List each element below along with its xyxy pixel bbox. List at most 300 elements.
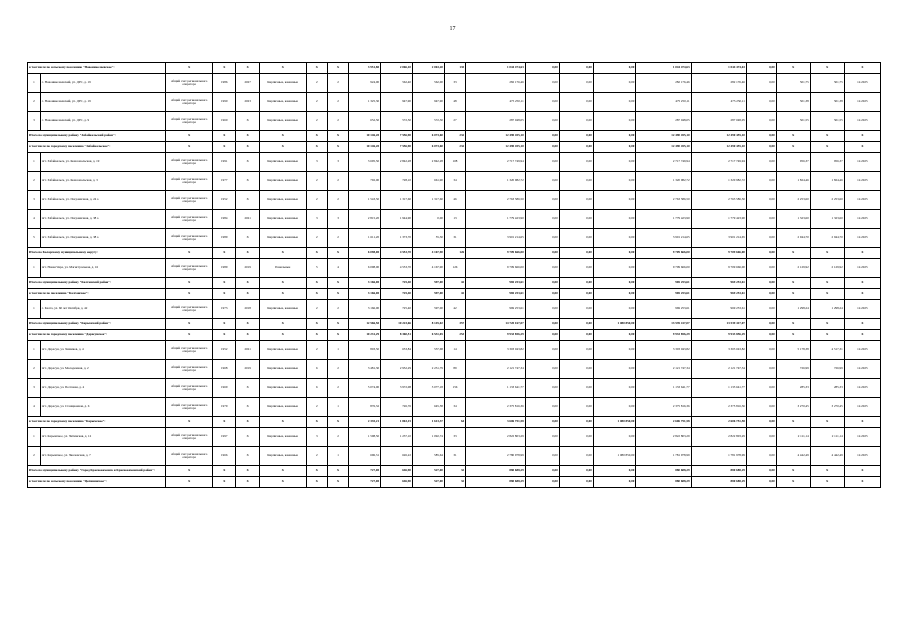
table-cell: X	[776, 289, 810, 300]
table-cell: 12.2025	[844, 112, 880, 131]
table-cell: Кирпичные, каменные	[259, 300, 306, 319]
table-cell: 0,00	[525, 319, 559, 330]
table-cell: 969 253,61	[636, 278, 691, 289]
table-cell: 0,00	[559, 74, 593, 93]
table-cell: X	[327, 466, 348, 477]
table-cell: X	[844, 142, 880, 153]
table-cell: 1 320 982,72	[636, 172, 691, 191]
address-cell: пгт. Дарасун, ул. Станционная, д. 6	[40, 398, 166, 417]
table-cell: общий счет регионального оператора	[166, 300, 213, 319]
table-cell: 0,00	[593, 341, 636, 360]
table-cell: 4 517,31	[810, 341, 844, 360]
table-cell: 9 933 856,29	[466, 330, 526, 341]
table-cell: 1 080 850,00	[593, 417, 636, 428]
table-cell: Кирпичные, каменные	[259, 229, 306, 248]
table-cell: 725,40	[381, 289, 413, 300]
table-cell: 2 763 586,50	[636, 191, 691, 210]
table-cell: 6 098,00	[349, 259, 381, 278]
table-cell: X	[236, 289, 259, 300]
table-cell: 13 539 417,07	[691, 319, 746, 330]
address-cell: пгт. Забайкальск, ул. Пограничная, д. 24 а	[40, 191, 166, 210]
table-cell: 626,22	[381, 447, 413, 466]
table-cell: 6 073,60	[412, 142, 444, 153]
summary-row	[28, 142, 881, 153]
table-cell: 3 695,50	[349, 153, 381, 172]
table-cell: 0,00	[525, 74, 559, 93]
table-cell: X	[259, 142, 306, 153]
table-cell: 0,00	[525, 191, 559, 210]
table-cell: X	[810, 142, 844, 153]
table-cell: 3 972,08	[381, 379, 413, 398]
table-cell: X	[213, 289, 236, 300]
table-cell: 0,00	[593, 112, 636, 131]
table-cell: X	[306, 248, 327, 259]
table-cell: 6 098,00	[349, 248, 381, 259]
table-cell: X	[166, 466, 213, 477]
table-cell: 924,00	[349, 74, 381, 93]
table-cell: X	[776, 131, 810, 142]
table-cell: 12 490 455,10	[466, 142, 526, 153]
table-cell: 2	[327, 428, 348, 447]
table-cell: 0,00	[593, 278, 636, 289]
table-cell: 1 320 982,72	[466, 172, 526, 191]
table-cell: 282 176,46	[466, 74, 526, 93]
table-cell: 12.2025	[844, 210, 880, 229]
table-cell: 0,00	[559, 248, 593, 259]
address-cell: с. Калга, ул. 60 лет Октября, д. 42	[40, 300, 166, 319]
table-cell: 0,00	[593, 210, 636, 229]
table-cell: 1990	[213, 93, 236, 112]
summary-label: в том числе по городскому поселению "Забайкальское":	[28, 142, 166, 153]
table-row	[28, 191, 881, 210]
table-cell: 9 709 666,00	[466, 259, 526, 278]
table-cell: 4 553,70	[381, 248, 413, 259]
table-cell: 0,00	[525, 477, 559, 488]
summary-label: Итого по муниципальному району "Забайкальский район":	[28, 131, 166, 142]
table-cell: 0,00	[593, 398, 636, 417]
table-cell: 14	[444, 341, 465, 360]
table-cell: 501,55	[810, 112, 844, 131]
table-cell: 126	[444, 248, 465, 259]
summary-row	[28, 319, 881, 330]
table-cell: 1991	[213, 153, 236, 172]
table-cell: 2023	[236, 93, 259, 112]
table-cell: 12 566,50	[349, 319, 381, 330]
table-cell: 287 048,05	[691, 112, 746, 131]
table-cell: X	[236, 398, 259, 417]
table-cell: 0,00	[559, 466, 593, 477]
table-cell: 12.2025	[844, 93, 880, 112]
table-cell: 0,00	[559, 112, 593, 131]
table-row	[28, 112, 881, 131]
table-cell: X	[166, 477, 213, 488]
table-cell: 2 111,14	[810, 428, 844, 447]
table-row	[28, 229, 881, 248]
table-cell: 1 133 641,77	[691, 379, 746, 398]
table-cell: 0,00	[746, 93, 776, 112]
table-cell: 12.2025	[844, 172, 880, 191]
table-cell: 1	[28, 300, 41, 319]
table-cell: 34	[444, 172, 465, 191]
table-cell: X	[259, 289, 306, 300]
table-cell: 5 074,00	[349, 379, 381, 398]
table-cell: 0,00	[559, 447, 593, 466]
table-cell: 0,00	[746, 379, 776, 398]
table-cell: 1 323,60	[810, 210, 844, 229]
summary-label: в том числе по сельскому поселению "Целининское":	[28, 477, 166, 488]
table-cell: X	[810, 319, 844, 330]
table-cell: X	[213, 466, 236, 477]
table-cell: X	[213, 330, 236, 341]
table-cell: 0,00	[525, 93, 559, 112]
address-cell: пгт. Забайкальск, ул. Комсомольская, д. 3	[40, 172, 166, 191]
table-cell: 0,00	[559, 341, 593, 360]
table-cell: 0,00	[746, 210, 776, 229]
table-cell: 2 606 751,58	[691, 417, 746, 428]
table-cell: X	[236, 319, 259, 330]
table-cell: 9 709 666,00	[691, 259, 746, 278]
table-cell: 0,00	[593, 428, 636, 447]
table-cell: 7 556,90	[381, 142, 413, 153]
table-cell: X	[810, 466, 844, 477]
table-cell: Кирпичные, каменные	[259, 398, 306, 417]
table-cell: 1 779 423,90	[691, 210, 746, 229]
table-cell: 0,00	[559, 417, 593, 428]
table-cell: 1969	[213, 379, 236, 398]
table-cell: X	[213, 131, 236, 142]
table-row	[28, 341, 881, 360]
address-cell: пгт. Забайкальск, ул. Пограничная, д. 38 а	[40, 229, 166, 248]
table-cell: X	[259, 477, 306, 488]
table-cell: общий счет регионального оператора	[166, 360, 213, 379]
table-cell: 12.2025	[844, 379, 880, 398]
table-cell: 2	[327, 191, 348, 210]
table-cell: 1	[327, 398, 348, 417]
table-cell: X	[236, 417, 259, 428]
table-cell: 1960	[213, 112, 236, 131]
table-row	[28, 379, 881, 398]
table-cell: 728,10	[381, 172, 413, 191]
table-cell: X	[327, 319, 348, 330]
table-cell: 0,00	[525, 172, 559, 191]
table-cell: 597,00	[412, 278, 444, 289]
table-cell: 0,00	[593, 289, 636, 300]
table-cell: 2	[306, 172, 327, 191]
table-cell: 0,00	[559, 142, 593, 153]
table-cell: 947,90	[412, 93, 444, 112]
address-cell: с. Новониколаевский, ул. ДРС, д. 9	[40, 112, 166, 131]
table-row	[28, 172, 881, 191]
table-cell: 1989	[213, 229, 236, 248]
table-cell: общий счет регионального оператора	[166, 74, 213, 93]
table-row	[28, 259, 881, 278]
table-cell: X	[236, 477, 259, 488]
table-cell: 1	[327, 341, 348, 360]
table-cell: 0,00	[525, 330, 559, 341]
table-cell: 475 250,11	[636, 93, 691, 112]
table-cell: 2	[327, 74, 348, 93]
table-cell: 3 303 043,82	[691, 341, 746, 360]
table-cell: 0,00	[593, 360, 636, 379]
table-cell: 1 779 423,90	[466, 210, 526, 229]
table-cell: X	[213, 477, 236, 488]
table-cell: 969 253,61	[466, 289, 526, 300]
table-cell: 285,33	[810, 379, 844, 398]
summary-row	[28, 131, 881, 142]
table-cell: 2 822 803,29	[636, 428, 691, 447]
table-cell: 3	[28, 191, 41, 210]
table-cell: 1989	[213, 259, 236, 278]
table-cell: 2	[306, 229, 327, 248]
table-cell: 1966	[213, 447, 236, 466]
table-cell: X	[166, 278, 213, 289]
table-cell: 7 556,90	[381, 131, 413, 142]
table-cell: 2027	[236, 74, 259, 93]
table-cell: 1973	[213, 300, 236, 319]
table-cell: 4	[28, 398, 41, 417]
table-cell: 2 335,21	[349, 417, 381, 428]
table-cell: общий счет регионального оператора	[166, 112, 213, 131]
table-cell: 646,90	[381, 477, 413, 488]
table-cell: 0,00	[746, 417, 776, 428]
table-cell: 726,76	[381, 398, 413, 417]
table-cell: 9 709 666,00	[691, 248, 746, 259]
table-cell: X	[213, 319, 236, 330]
register-table	[27, 62, 881, 488]
table-cell: 0,00	[525, 153, 559, 172]
table-cell: 1 133 641,77	[636, 379, 691, 398]
table-cell: 1 824,46	[810, 172, 844, 191]
table-cell: 2 944,70	[810, 229, 844, 248]
table-cell: 2	[327, 229, 348, 248]
table-cell: 562,40	[381, 74, 413, 93]
table-cell: общий счет регионального оператора	[166, 172, 213, 191]
table-cell: 2 231,79	[412, 360, 444, 379]
table-cell: 1	[28, 74, 41, 93]
table-cell: 1	[327, 447, 348, 466]
table-cell: 0,00	[525, 142, 559, 153]
table-cell: 3	[327, 210, 348, 229]
table-cell: X	[810, 477, 844, 488]
table-cell: 969 253,61	[636, 289, 691, 300]
table-cell: 1	[28, 153, 41, 172]
table-cell: 0,00	[525, 341, 559, 360]
table-cell: 3 901 214,65	[466, 229, 526, 248]
table-cell: X	[776, 278, 810, 289]
table-cell: Кирпичные, каменные	[259, 172, 306, 191]
address-cell: пгт. Новая Чара, ул. Магистральная, д. 16	[40, 259, 166, 278]
table-cell: X	[810, 330, 844, 341]
table-cell: 537,68	[412, 341, 444, 360]
table-cell: 0,00	[593, 74, 636, 93]
table-cell: 0,00	[746, 259, 776, 278]
table-cell: 287 048,05	[636, 112, 691, 131]
table-cell: 3	[306, 428, 327, 447]
table-cell: 4 167,90	[412, 259, 444, 278]
table-cell: X	[236, 142, 259, 153]
table-cell: 2 253,60	[810, 191, 844, 210]
table-cell: общий счет регионального оператора	[166, 447, 213, 466]
table-cell: 0,00	[746, 477, 776, 488]
table-cell: 3	[306, 153, 327, 172]
table-cell: 0,00	[525, 428, 559, 447]
table-cell: 126	[444, 259, 465, 278]
table-cell: 2 121 747,34	[466, 360, 526, 379]
table-cell: 8 145,02	[412, 319, 444, 330]
table-cell: 282 176,46	[691, 74, 746, 93]
table-cell: 2019	[236, 259, 259, 278]
table-cell: 969 253,61	[691, 278, 746, 289]
table-cell: 5 178,38	[776, 341, 810, 360]
table-cell: 2 111,14	[776, 428, 810, 447]
table-cell: 1 133 641,77	[466, 379, 526, 398]
table-cell: 0,00	[412, 210, 444, 229]
table-cell: 12.2025	[844, 259, 880, 278]
table-cell: 33	[444, 74, 465, 93]
table-cell: Кирпичные, каменные	[259, 210, 306, 229]
table-cell: 880 688,29	[691, 466, 746, 477]
table-cell: 285,33	[776, 379, 810, 398]
table-cell: X	[844, 330, 880, 341]
table-cell: 0,00	[525, 210, 559, 229]
table-cell: 727,00	[349, 466, 381, 477]
table-cell: 3 166,00	[349, 278, 381, 289]
table-cell: 725,40	[381, 300, 413, 319]
table-cell: X	[166, 330, 213, 341]
table-cell: 0,00	[559, 63, 593, 74]
table-cell: X	[306, 330, 327, 341]
table-cell: 0,00	[746, 248, 776, 259]
table-cell: 4 167,90	[412, 248, 444, 259]
table-cell: 876,32	[349, 398, 381, 417]
table-cell: 0,00	[559, 259, 593, 278]
table-cell: 0,00	[593, 477, 636, 488]
table-cell: X	[844, 131, 880, 142]
table-cell: 48	[444, 93, 465, 112]
table-cell: 12 490 455,10	[466, 131, 526, 142]
table-cell: X	[327, 142, 348, 153]
table-cell: 1986	[213, 74, 236, 93]
table-cell: X	[236, 466, 259, 477]
table-cell: 42	[444, 278, 465, 289]
table-cell: 0,00	[559, 191, 593, 210]
table-cell: 1 325,30	[349, 93, 381, 112]
table-cell: 0,00	[559, 398, 593, 417]
table-cell: 2	[28, 447, 41, 466]
table-cell: 0,00	[559, 210, 593, 229]
table-cell: 0,00	[525, 63, 559, 74]
table-cell: 0,00	[746, 447, 776, 466]
table-cell: X	[810, 131, 844, 142]
table-cell: Кирпичные, каменные	[259, 191, 306, 210]
table-cell: 0,00	[525, 379, 559, 398]
table-cell: 2 822 803,29	[466, 428, 526, 447]
table-cell: 0,00	[746, 319, 776, 330]
table-cell: X	[166, 319, 213, 330]
table-cell: 2 121 747,34	[636, 360, 691, 379]
table-cell: 0,00	[525, 278, 559, 289]
table-cell: 0,00	[525, 447, 559, 466]
table-row	[28, 447, 881, 466]
table-cell: общий счет регионального оператора	[166, 191, 213, 210]
table-cell: 1 298,24	[776, 300, 810, 319]
table-row	[28, 210, 881, 229]
table-cell: 34	[444, 398, 465, 417]
table-cell: 2018	[236, 300, 259, 319]
summary-row	[28, 330, 881, 341]
table-cell: 5	[28, 229, 41, 248]
table-cell: 0,00	[559, 319, 593, 330]
table-cell: 12.2025	[844, 191, 880, 210]
table-cell: 880 688,29	[636, 477, 691, 488]
table-cell: 2 129,92	[810, 259, 844, 278]
table-cell: 232	[444, 131, 465, 142]
table-cell: 0,00	[525, 289, 559, 300]
table-cell: 501,38	[810, 93, 844, 112]
table-cell: 653,84	[381, 341, 413, 360]
table-cell: X	[306, 63, 327, 74]
table-cell: X	[776, 466, 810, 477]
table-cell: 2 842,28	[381, 153, 413, 172]
table-cell: 725,40	[381, 278, 413, 289]
table-cell: 501,38	[776, 93, 810, 112]
table-cell: 3 303 043,82	[466, 341, 526, 360]
table-cell: X	[776, 248, 810, 259]
table-cell: 792,00	[349, 172, 381, 191]
table-cell: 0,00	[746, 330, 776, 341]
table-cell: 3 077,18	[412, 379, 444, 398]
table-cell: 12.2025	[844, 360, 880, 379]
table-cell: 1	[28, 428, 41, 447]
table-cell: 1 613,37	[412, 417, 444, 428]
table-cell: X	[306, 131, 327, 142]
table-cell: 1 317,60	[412, 191, 444, 210]
summary-label: в том числе по поселению "Калганское":	[28, 289, 166, 300]
table-cell: 956,37	[810, 153, 844, 172]
table-cell: 585,64	[412, 447, 444, 466]
table-cell: 2 815,20	[349, 210, 381, 229]
table-cell: X	[306, 142, 327, 153]
table-cell: X	[166, 142, 213, 153]
table-cell: 2 375 816,36	[691, 398, 746, 417]
table-cell: X	[236, 153, 259, 172]
table-cell: 969 253,61	[691, 289, 746, 300]
table-cell: 696,31	[349, 447, 381, 466]
table-cell: 2021	[236, 210, 259, 229]
table-cell: 13	[444, 210, 465, 229]
table-cell: 108	[444, 153, 465, 172]
table-cell: общий счет регионального оператора	[166, 379, 213, 398]
table-cell: 646,90	[381, 466, 413, 477]
table-cell: Кирпичные, каменные	[259, 341, 306, 360]
table-cell: 12.2025	[844, 229, 880, 248]
table-cell: 726,99	[810, 360, 844, 379]
table-cell: X	[236, 428, 259, 447]
table-cell: X	[236, 278, 259, 289]
table-cell: 3	[28, 379, 41, 398]
table-cell: Кирпичные, каменные	[259, 153, 306, 172]
table-cell: 12.2025	[844, 447, 880, 466]
table-cell: 2	[306, 191, 327, 210]
table-cell: 55,30	[412, 229, 444, 248]
summary-label: в том числе по городскому поселению "Дарасунское":	[28, 330, 166, 341]
summary-label: Итого по муниципальному району "Карымский район":	[28, 319, 166, 330]
table-cell: X	[327, 131, 348, 142]
table-cell: X	[327, 278, 348, 289]
table-cell: X	[327, 63, 348, 74]
table-cell: 3 901 214,65	[636, 229, 691, 248]
summary-row	[28, 417, 881, 428]
